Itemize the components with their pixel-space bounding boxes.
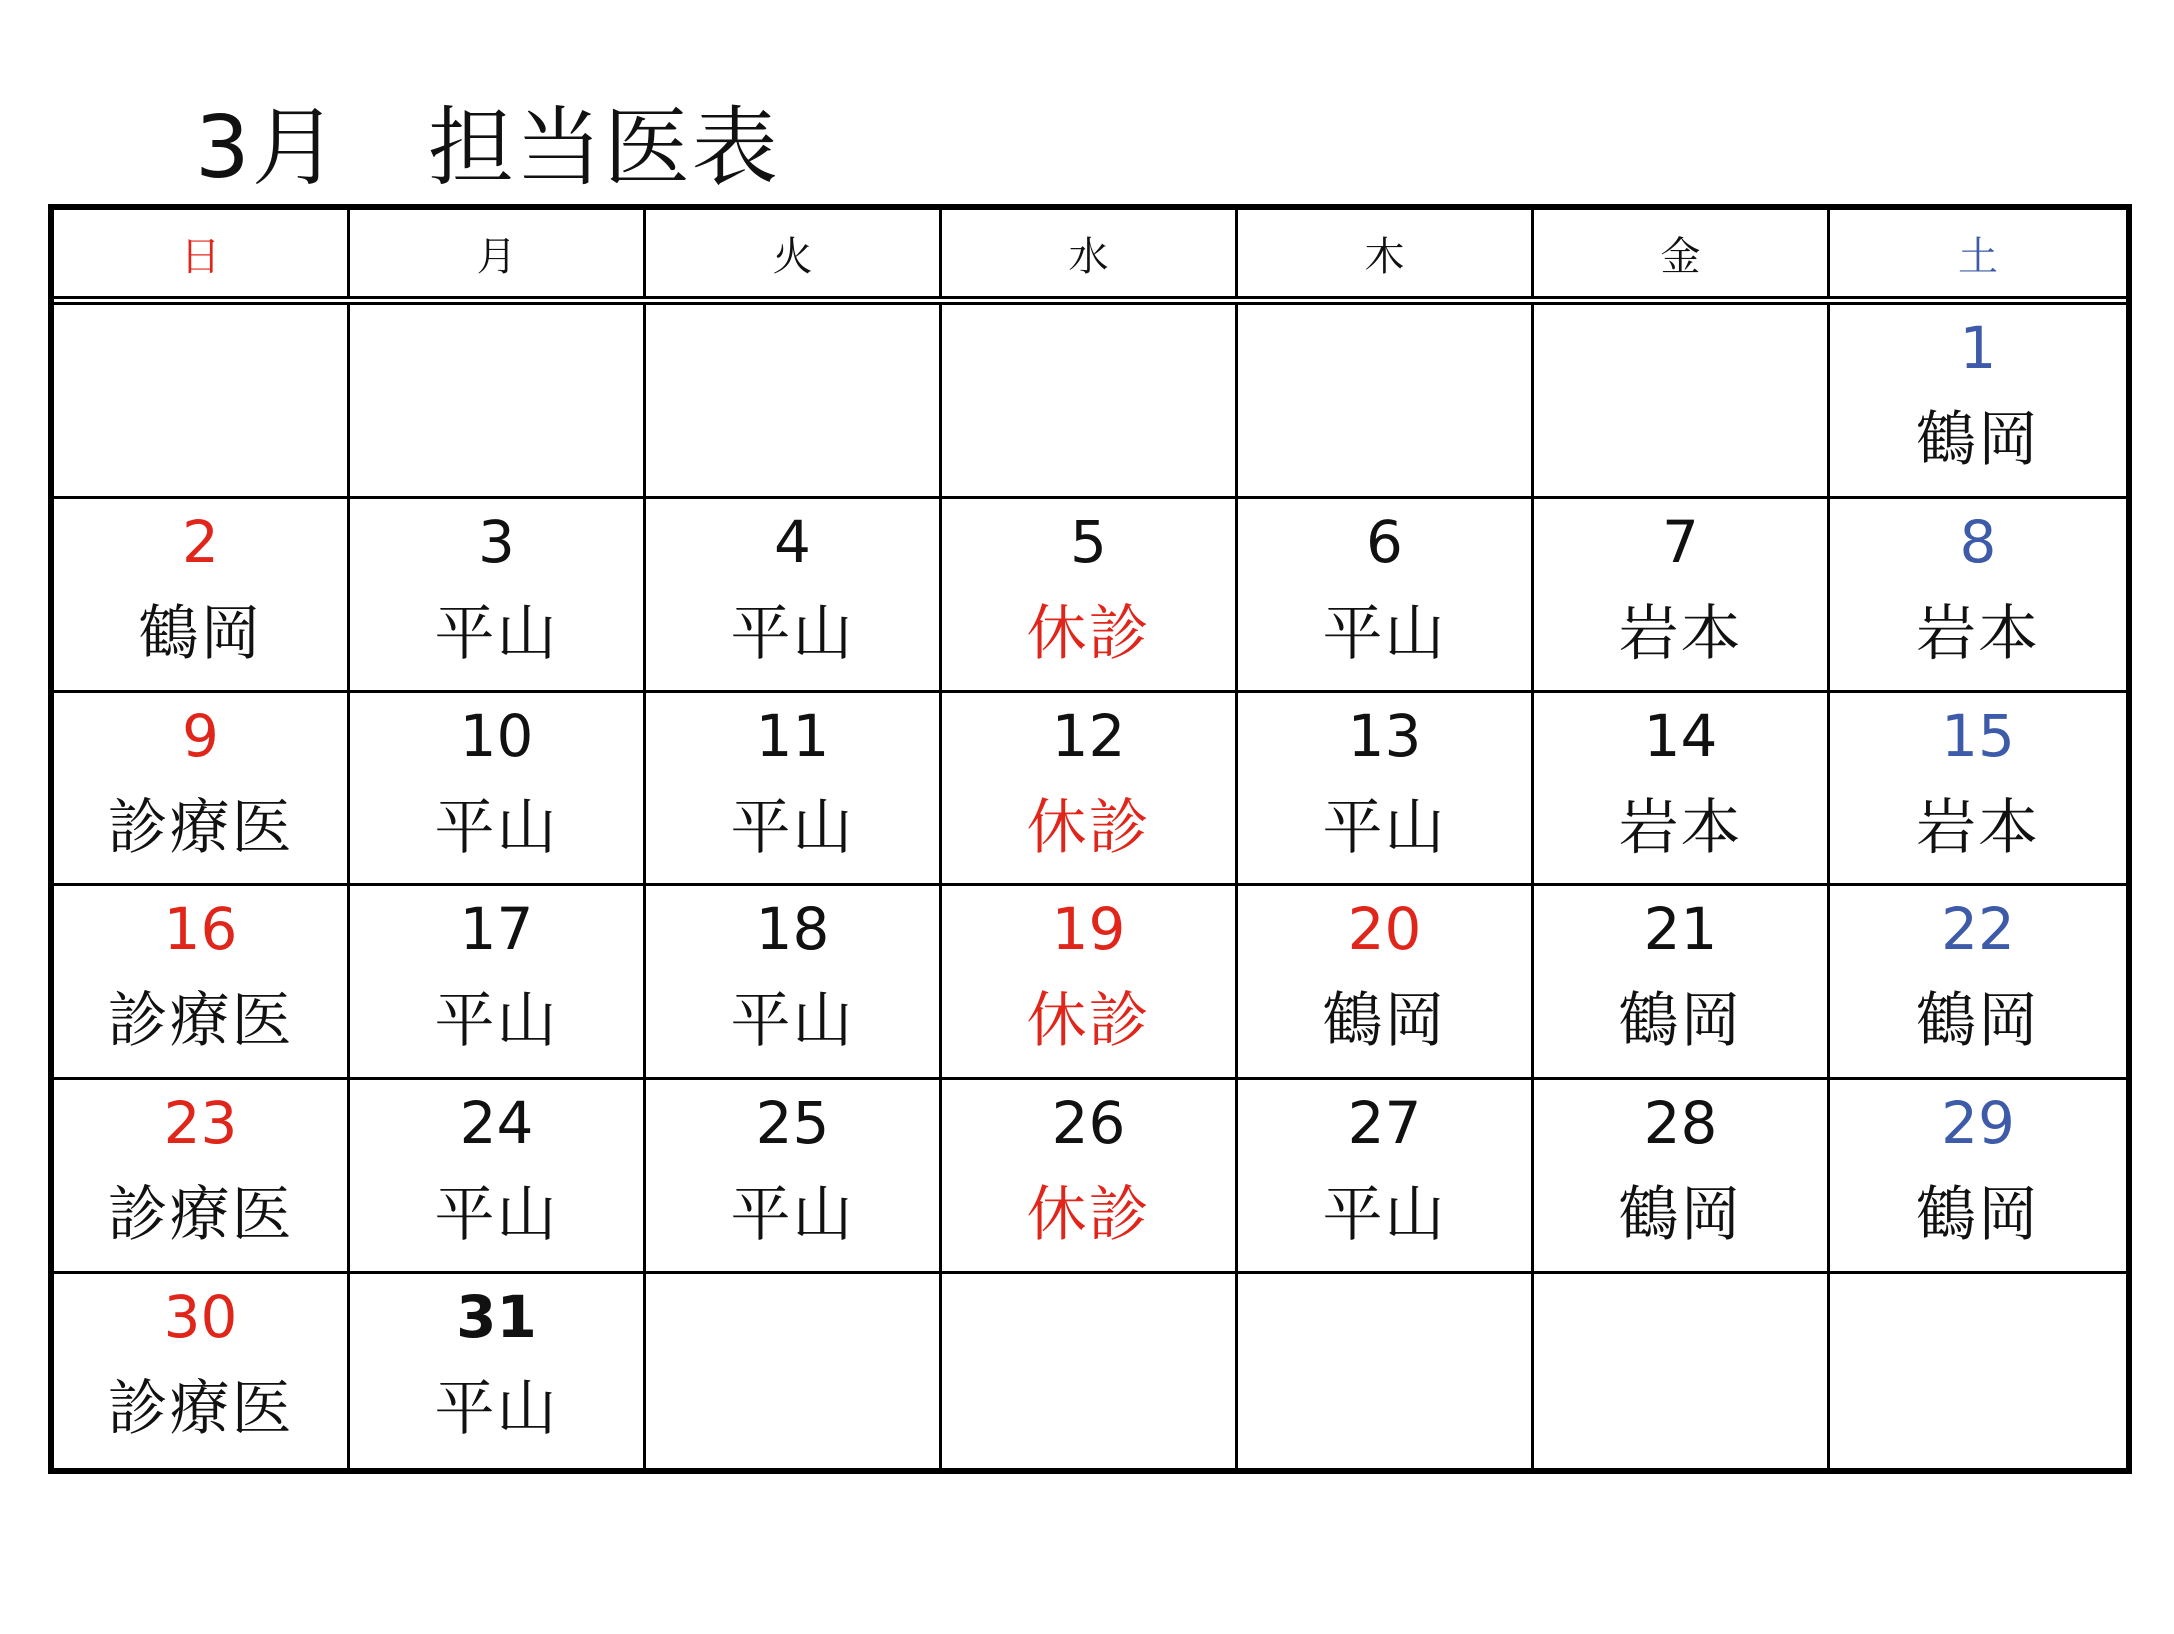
doctor-name: 鶴岡 [1916,986,2040,1057]
day-cell [942,693,1238,887]
doctor-name: 鶴岡 [1916,1180,2040,1251]
doctor-name: 診療医 [107,986,294,1057]
doctor-name: 平山 [434,1180,559,1251]
doctor-name: 平山 [1322,1180,1447,1251]
day-cell [1238,693,1534,887]
empty-day-cell [646,305,942,499]
day-cell [646,693,942,887]
doctor-name: 平山 [434,598,559,669]
day-number: 30 [163,1283,238,1352]
day-cell [54,693,350,887]
empty-day-cell [54,305,350,499]
doctor-name: 平山 [1322,792,1447,863]
doctor-name: 岩本 [1618,598,1743,669]
empty-day-cell [1238,1274,1534,1468]
day-cell [350,1080,646,1274]
day-cell [646,499,942,693]
doctor-name: 平山 [434,792,559,863]
day-number: 10 [459,701,534,770]
day-cell [1830,886,2126,1080]
schedule-calendar [48,204,2132,1474]
weekday-header-4: 木 [1238,210,1534,296]
day-number: 16 [163,895,238,964]
doctor-name: 診療医 [107,1180,294,1251]
day-number: 4 [774,507,811,576]
day-number: 20 [1347,895,1422,964]
weekday-header-5: 金 [1534,210,1830,296]
day-cell [942,1080,1238,1274]
day-number: 8 [1959,507,1997,576]
page-title: 3月 担当医表 [195,98,780,198]
day-number: 28 [1643,1089,1718,1158]
doctor-name: 休診 [1026,986,1151,1057]
empty-day-cell [1830,1274,2126,1468]
day-number: 29 [1941,1089,2015,1158]
day-cell [350,1274,646,1468]
day-cell [350,886,646,1080]
empty-day-cell [350,305,646,499]
empty-day-cell [942,1274,1238,1468]
empty-day-cell [1238,305,1534,499]
day-number: 6 [1366,507,1403,576]
day-cell [54,886,350,1080]
day-cell [350,693,646,887]
day-number: 15 [1941,701,2015,770]
day-number: 24 [459,1089,534,1158]
day-number: 13 [1347,701,1422,770]
day-cell [646,1080,942,1274]
day-number: 23 [163,1089,238,1158]
day-number: 21 [1643,895,1718,964]
doctor-name: 休診 [1026,598,1151,669]
doctor-name: 平山 [730,986,855,1057]
doctor-name: 平山 [730,792,855,863]
day-number: 26 [1051,1089,1126,1158]
day-number: 3 [478,507,515,576]
day-number: 12 [1051,701,1126,770]
empty-day-cell [1534,305,1830,499]
day-cell [54,1080,350,1274]
day-cell [1534,693,1830,887]
day-number: 27 [1347,1089,1422,1158]
doctor-name: 平山 [434,1374,559,1445]
day-cell [54,499,350,693]
day-number: 31 [456,1283,537,1352]
doctor-name: 平山 [434,986,559,1057]
day-cell [646,886,942,1080]
doctor-name: 休診 [1026,792,1151,863]
weekday-header-2: 火 [646,210,942,296]
day-number: 9 [182,701,219,770]
day-cell [1238,886,1534,1080]
weekday-header-0: 日 [54,210,350,296]
doctor-name: 鶴岡 [1322,986,1447,1057]
doctor-name: 鶴岡 [1618,986,1743,1057]
doctor-name: 診療医 [107,1374,294,1445]
day-cell [1534,886,1830,1080]
weekday-header-3: 水 [942,210,1238,296]
weekday-header-6: 土 [1958,233,1998,280]
day-number: 22 [1941,895,2015,964]
doctor-name: 休診 [1026,1180,1151,1251]
empty-day-cell [942,305,1238,499]
day-cell [942,886,1238,1080]
calendar-body [54,305,2126,1468]
day-cell [1830,499,2126,693]
doctor-name: 鶴岡 [1618,1180,1743,1251]
day-cell [1238,499,1534,693]
weekday-header-row [54,210,2126,305]
day-cell [54,1274,350,1468]
doctor-name: 岩本 [1618,792,1743,863]
doctor-name: 平山 [730,598,855,669]
day-cell [1534,1080,1830,1274]
day-cell [350,499,646,693]
doctor-name: 平山 [1322,598,1447,669]
day-number: 17 [459,895,534,964]
day-cell [942,499,1238,693]
day-number: 19 [1051,895,1126,964]
day-number: 18 [755,895,830,964]
doctor-name: 平山 [730,1180,855,1251]
doctor-name: 岩本 [1916,598,2040,669]
day-number: 25 [755,1089,830,1158]
day-cell [1830,1080,2126,1274]
empty-day-cell [1534,1274,1830,1468]
day-number: 7 [1662,507,1699,576]
day-number: 2 [182,507,219,576]
day-number: 1 [1959,314,1997,382]
doctor-name: 鶴岡 [138,598,263,669]
doctor-name: 岩本 [1916,792,2040,863]
day-number: 11 [755,701,830,770]
doctor-name: 鶴岡 [1916,405,2040,475]
empty-day-cell [646,1274,942,1468]
day-cell [1534,499,1830,693]
day-number: 5 [1070,507,1107,576]
day-cell [1830,305,2126,499]
day-cell [1238,1080,1534,1274]
day-number: 14 [1643,701,1718,770]
day-cell [1830,693,2126,887]
doctor-name: 診療医 [107,792,294,863]
weekday-header-1: 月 [350,210,646,296]
